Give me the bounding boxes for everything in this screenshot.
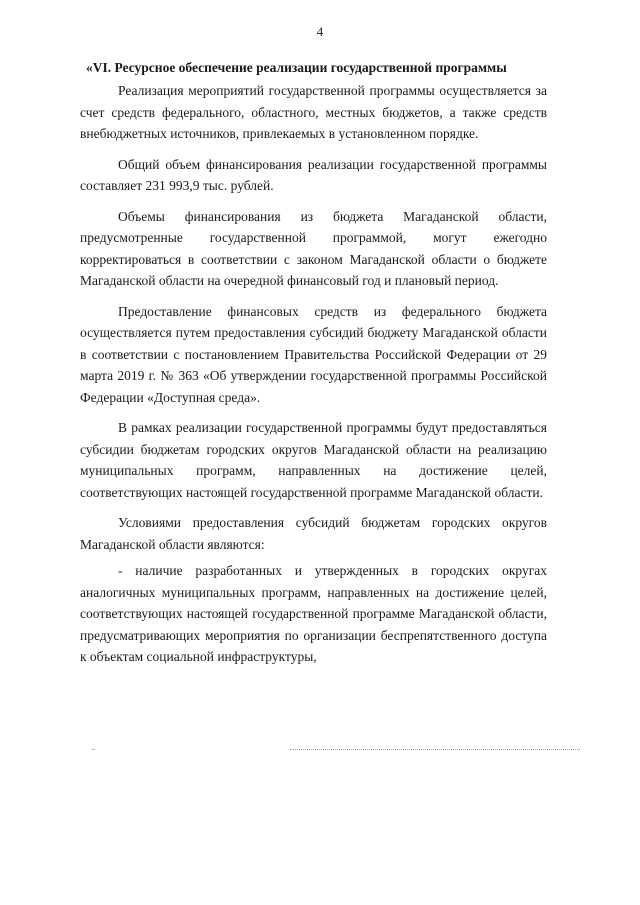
document-body bbox=[80, 80, 547, 668]
section-title: «VI. Ресурсное обеспечение реализации государственной программы bbox=[86, 60, 507, 75]
paragraph-condition-item: - наличие разработанных и утвержденных в городских округах аналогичных муниципальных программ, направленных на достижение целей, соответствующих настоящей государственной программе Магаданской области, предусматривающих мероприятия по организации беспрепятственного доступа к объектам социальной инфраструктуры, bbox=[80, 563, 547, 664]
paragraph-subsidies: В рамках реализации государственной программы будут предоставляться субсидии бюджетам городских округов Магаданской области на реализацию муниципальных программ, направленных на достижение целей, соответствующих настоящей государственной программе Магаданской области. bbox=[80, 420, 547, 500]
paragraph-total-funding: Общий объем финансирования реализации государственной программы составляет 231 993,9 тыс. рублей. bbox=[80, 156, 547, 193]
paragraph-funding-sources: Реализация мероприятий государственной программы осуществляется за счет средств федерального, областного, местных бюджетов, а также средств внебюджетных источников, привлекаемых в установленном порядке. bbox=[80, 83, 547, 141]
footer-divider bbox=[290, 749, 580, 750]
paragraph-federal-budget: Предоставление финансовых средств из федерального бюджета осуществляется путем предоставления субсидий бюджету Магаданской области в соответствии с постановлением Правительства Российской Федерации от 29 марта 2019 г. № 363 «Об утверждении государственной программы Российской Федерации «Доступная среда». bbox=[80, 303, 547, 405]
scan-speck bbox=[92, 749, 95, 750]
page-number: 4 bbox=[316, 24, 324, 39]
paragraph-regional-budget: Объемы финансирования из бюджета Магаданской области, предусмотренные государственной программой, могут ежегодно корректироваться в соответствии с законом Магаданской области о бюджете Магаданской области на очередной финансовый год и плановый период. bbox=[80, 208, 547, 288]
paragraph-subsidy-conditions: Условиями предоставления субсидий бюджетам городских округов Магаданской области являются: bbox=[80, 515, 547, 552]
